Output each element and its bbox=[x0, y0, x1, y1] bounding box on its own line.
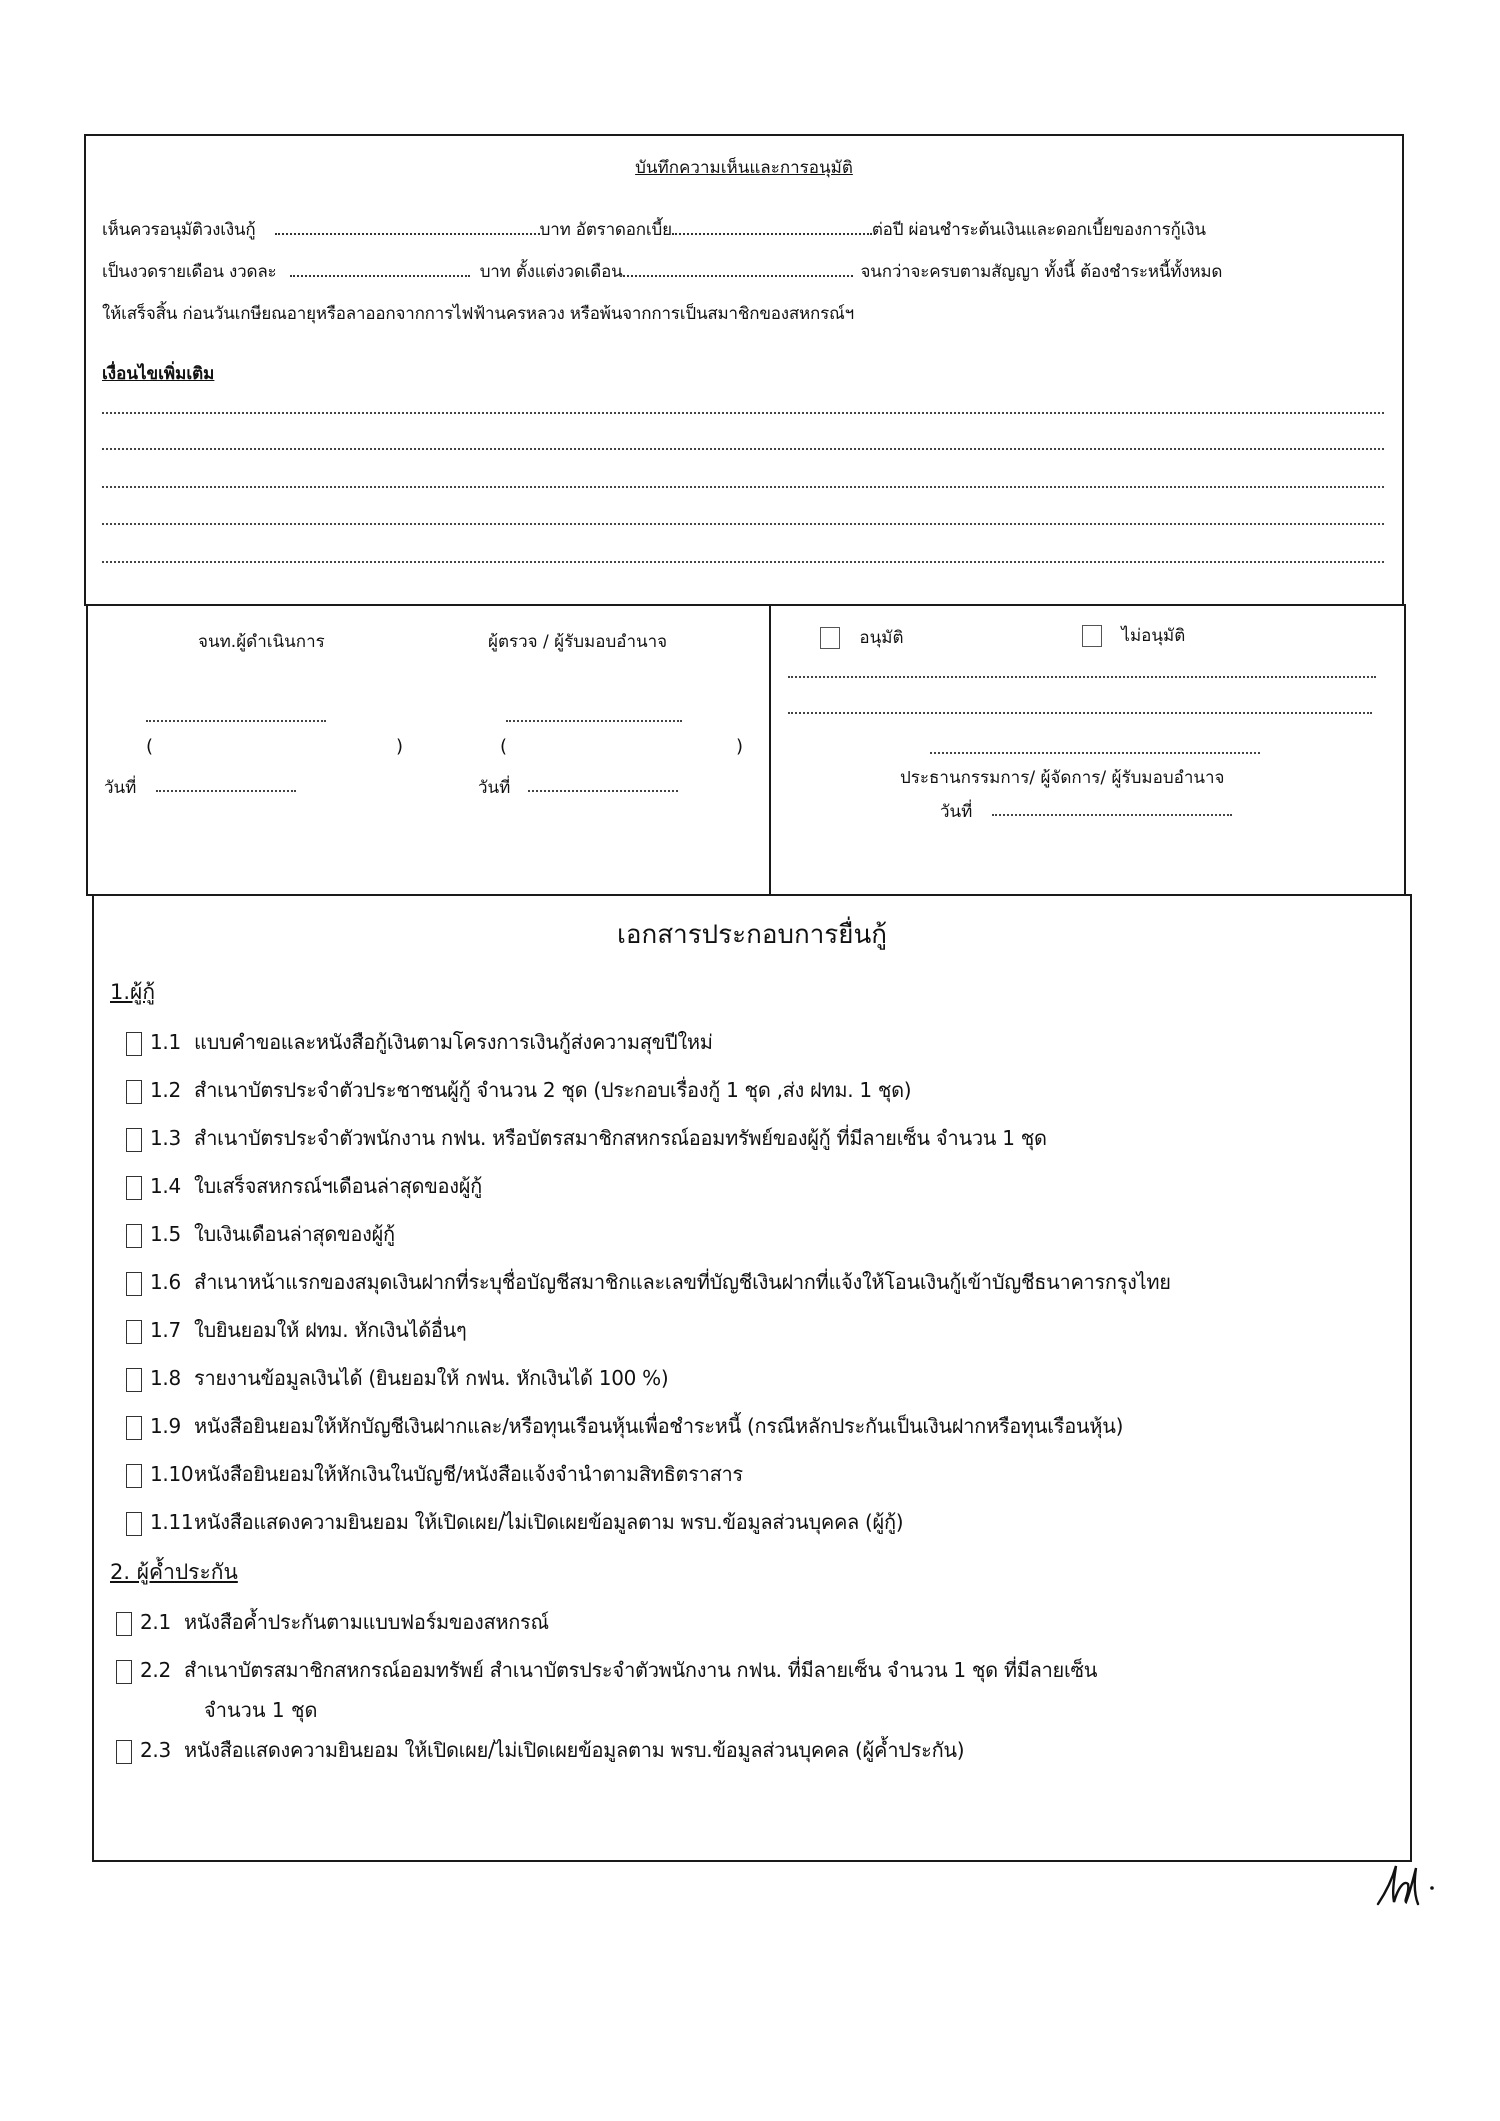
checklist-checkbox[interactable] bbox=[116, 1612, 132, 1636]
condition-line[interactable] bbox=[102, 561, 1384, 563]
approval-line-1 bbox=[102, 216, 1206, 243]
checklist-item-number: 1.3 bbox=[150, 1126, 181, 1150]
checklist-item[interactable] bbox=[116, 1734, 964, 1766]
checklist-item-number: 1.2 bbox=[150, 1078, 181, 1102]
checklist-item-text: หนังสือแสดงความยินยอม ให้เปิดเผย/ไม่เปิดเผยข้อมูลตาม พรบ.ข้อมูลส่วนบุคคล (ผู้กู้) bbox=[194, 1510, 904, 1534]
checklist-item-number: 2.3 bbox=[140, 1738, 171, 1762]
checklist-item-number: 1.1 bbox=[150, 1030, 181, 1054]
documents-section bbox=[92, 894, 1412, 1862]
reviewer-signature-field[interactable] bbox=[506, 720, 682, 722]
comment-line[interactable] bbox=[788, 676, 1376, 678]
checklist-item-number: 1.8 bbox=[150, 1366, 181, 1390]
checklist-checkbox[interactable] bbox=[116, 1660, 132, 1684]
approval-line-3: ให้เสร็จสิ้น ก่อนวันเกษียณอายุหรือลาออกจากการไฟฟ้านครหลวง หรือพ้นจากการเป็นสมาชิกของสหกรณ์ฯ bbox=[102, 304, 854, 324]
checklist-item[interactable] bbox=[126, 1074, 911, 1106]
checklist-item[interactable] bbox=[126, 1218, 395, 1250]
conditions-title: เงื่อนไขเพิ่มเติม bbox=[102, 364, 215, 384]
checklist-item-text: หนังสือแสดงความยินยอม ให้เปิดเผย/ไม่เปิดเผยข้อมูลตาม พรบ.ข้อมูลส่วนบุคคล (ผู้ค้ำประกัน) bbox=[184, 1738, 965, 1762]
installment-amount-field[interactable] bbox=[290, 261, 470, 277]
checklist-item[interactable] bbox=[116, 1606, 549, 1638]
checklist-item-number: 1.6 bbox=[150, 1270, 181, 1294]
chair-date-label: วันที่ bbox=[940, 802, 973, 822]
per-year-label: ต่อปี ผ่อนชำระต้นเงินและดอกเบี้ยของการกู้เงิน bbox=[871, 220, 1206, 240]
officer-name-open-paren: ( bbox=[146, 736, 154, 757]
condition-line[interactable] bbox=[102, 412, 1384, 414]
approve-checkbox[interactable] bbox=[820, 627, 840, 649]
checklist-item-text: หนังสือค้ำประกันตามแบบฟอร์มของสหกรณ์ bbox=[184, 1610, 549, 1634]
checklist-item[interactable] bbox=[126, 1170, 482, 1202]
checklist-item[interactable] bbox=[126, 1506, 903, 1538]
checklist-item-number: 1.11 bbox=[150, 1510, 194, 1534]
reviewer-date-label: วันที่ bbox=[478, 778, 511, 798]
officer-label: จนท.ผู้ดำเนินการ bbox=[198, 632, 325, 652]
reject-checkbox[interactable] bbox=[1082, 625, 1102, 647]
checklist-item[interactable] bbox=[126, 1410, 1123, 1442]
reviewer-label: ผู้ตรวจ / ผู้รับมอบอำนาจ bbox=[488, 632, 668, 652]
reviewer-name-close-paren: ) bbox=[736, 736, 744, 757]
checklist-item-text: สำเนาบัตรสมาชิกสหกรณ์ออมทรัพย์ สำเนาบัตรประจำตัวพนักงาน กฟน. ที่มีลายเซ็น จำนวน 1 ชุด ที่มีลายเซ็น bbox=[184, 1658, 1098, 1682]
condition-line[interactable] bbox=[102, 448, 1384, 450]
checklist-item-text: ใบยินยอมให้ ฝทม. หักเงินได้อื่นๆ bbox=[194, 1318, 467, 1342]
checklist-item[interactable] bbox=[126, 1122, 1047, 1154]
checklist-item-number: 1.7 bbox=[150, 1318, 181, 1342]
checklist-item-text: สำเนาบัตรประจำตัวประชาชนผู้กู้ จำนวน 2 ชุด (ประกอบเรื่องกู้ 1 ชุด ,ส่ง ฝทม. 1 ชุด) bbox=[194, 1078, 912, 1102]
start-month-label: บาท ตั้งแต่งวดเดือน bbox=[479, 262, 623, 282]
approve-option[interactable] bbox=[820, 624, 903, 651]
checklist-item-number: 1.4 bbox=[150, 1174, 181, 1198]
chair-label: ประธานกรรมการ/ ผู้จัดการ/ ผู้รับมอบอำนาจ bbox=[900, 768, 1225, 788]
checklist-checkbox[interactable] bbox=[126, 1032, 142, 1056]
checklist-checkbox[interactable] bbox=[126, 1224, 142, 1248]
checklist-item-number: 2.2 bbox=[140, 1658, 171, 1682]
checklist-checkbox[interactable] bbox=[126, 1128, 142, 1152]
checklist-checkbox[interactable] bbox=[126, 1272, 142, 1296]
chair-date-field[interactable] bbox=[992, 814, 1232, 816]
checklist-item-text: หนังสือยินยอมให้หักบัญชีเงินฝากและ/หรือทุนเรือนหุ้นเพื่อชำระหนี้ (กรณีหลักประกันเป็นเงินฝากหรือทุนเรือนหุ้น) bbox=[194, 1414, 1124, 1438]
checklist-checkbox[interactable] bbox=[126, 1416, 142, 1440]
approval-title: บันทึกความเห็นและการอนุมัติ bbox=[635, 158, 853, 178]
checklist-item-number: 1.9 bbox=[150, 1414, 181, 1438]
installment-label: เป็นงวดรายเดือน งวดละ bbox=[102, 262, 277, 282]
chair-signature-field[interactable] bbox=[930, 752, 1260, 754]
signature-divider bbox=[769, 606, 771, 894]
checklist-checkbox[interactable] bbox=[126, 1080, 142, 1104]
interest-rate-label: บาท อัตราดอกเบี้ย bbox=[539, 220, 672, 240]
checklist-item[interactable] bbox=[126, 1458, 743, 1490]
checklist-item[interactable] bbox=[126, 1026, 713, 1058]
approve-label: อนุมัติ bbox=[859, 628, 904, 648]
loan-amount-field[interactable] bbox=[275, 219, 540, 235]
condition-line[interactable] bbox=[102, 486, 1384, 488]
checklist-checkbox[interactable] bbox=[126, 1512, 142, 1536]
until-contract-label: จนกว่าจะครบตามสัญญา ทั้งนี้ ต้องชำระหนี้ทั้งหมด bbox=[860, 262, 1223, 282]
checklist-item-text: ใบเงินเดือนล่าสุดของผู้กู้ bbox=[194, 1222, 395, 1246]
reviewer-date-field[interactable] bbox=[528, 790, 678, 792]
checklist-item-text: สำเนาบัตรประจำตัวพนักงาน กฟน. หรือบัตรสมาชิกสหกรณ์ออมทรัพย์ของผู้กู้ ที่มีลายเซ็น จำนวน 1 ชุด bbox=[194, 1126, 1047, 1150]
checklist-item[interactable] bbox=[126, 1314, 466, 1346]
reject-label: ไม่อนุมัติ bbox=[1121, 626, 1186, 646]
checklist-item-continuation: จำนวน 1 ชุด bbox=[204, 1698, 318, 1722]
condition-line[interactable] bbox=[102, 523, 1384, 525]
checklist-item-text: สำเนาหน้าแรกของสมุดเงินฝากที่ระบุชื่อบัญชีสมาชิกและเลขที่บัญชีเงินฝากที่แจ้งให้โอนเงินกู้เข้าบัญชีธนาคารกรุงไทย bbox=[194, 1270, 1171, 1294]
checklist-checkbox[interactable] bbox=[126, 1368, 142, 1392]
checklist-item[interactable] bbox=[116, 1654, 1097, 1686]
checklist-item[interactable] bbox=[126, 1266, 1171, 1298]
checklist-checkbox[interactable] bbox=[126, 1176, 142, 1200]
checklist-item-text: หนังสือยินยอมให้หักเงินในบัญชี/หนังสือแจ้งจำนำตามสิทธิตราสาร bbox=[194, 1462, 743, 1486]
checklist-checkbox[interactable] bbox=[116, 1740, 132, 1764]
handwritten-initial-icon bbox=[1370, 1862, 1440, 1912]
officer-date-label: วันที่ bbox=[104, 778, 137, 798]
comment-line[interactable] bbox=[788, 712, 1372, 714]
checklist-item-number: 1.10 bbox=[150, 1462, 194, 1486]
checklist-item[interactable] bbox=[126, 1362, 668, 1394]
checklist-item-text: รายงานข้อมูลเงินได้ (ยินยอมให้ กฟน. หักเงินได้ 100 %) bbox=[194, 1366, 669, 1390]
approval-line-2 bbox=[102, 258, 1222, 285]
reject-option[interactable] bbox=[1082, 622, 1185, 649]
checklist-item-number: 2.1 bbox=[140, 1610, 171, 1634]
signature-section bbox=[86, 604, 1406, 896]
checklist-item-text: ใบเสร็จสหกรณ์ฯเดือนล่าสุดของผู้กู้ bbox=[194, 1174, 482, 1198]
checklist-item-number: 1.5 bbox=[150, 1222, 181, 1246]
documents-title: เอกสารประกอบการยื่นกู้ bbox=[616, 920, 888, 950]
loan-amount-label: เห็นควรอนุมัติวงเงินกู้ bbox=[102, 220, 256, 240]
officer-name-close-paren: ) bbox=[396, 736, 404, 757]
approval-section bbox=[84, 134, 1404, 606]
interest-rate-field[interactable] bbox=[672, 219, 872, 235]
checklist-checkbox[interactable] bbox=[126, 1464, 142, 1488]
checklist-checkbox[interactable] bbox=[126, 1320, 142, 1344]
reviewer-name-open-paren: ( bbox=[500, 736, 508, 757]
officer-signature-field[interactable] bbox=[146, 720, 326, 722]
officer-date-field[interactable] bbox=[156, 790, 296, 792]
checklist-item-text: แบบคำขอและหนังสือกู้เงินตามโครงการเงินกู้ส่งความสุขปีใหม่ bbox=[194, 1030, 713, 1054]
section-heading-borrower: 1.ผู้กู้ bbox=[110, 980, 156, 1004]
section-heading-guarantor: 2. ผู้ค้ำประกัน bbox=[110, 1560, 238, 1584]
start-month-field[interactable] bbox=[623, 261, 853, 277]
